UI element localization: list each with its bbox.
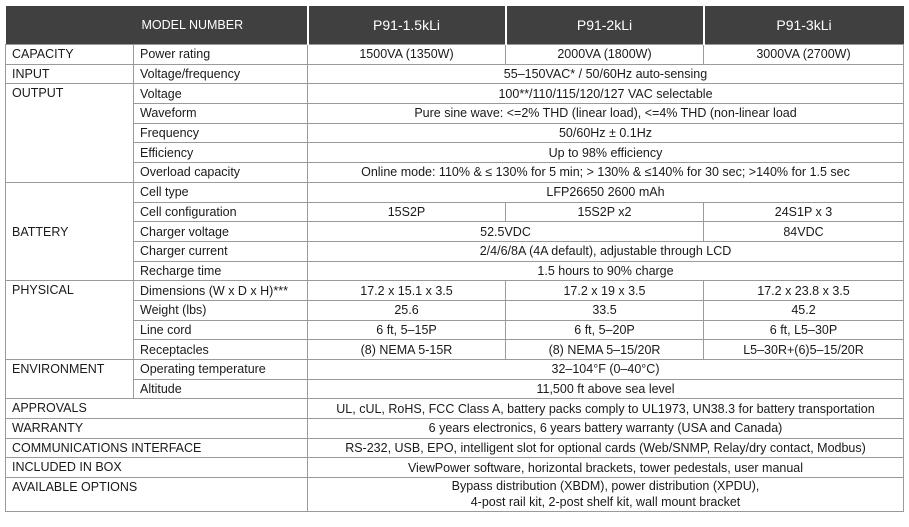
row-label: Cell type — [134, 182, 308, 202]
cell-value — [308, 478, 904, 512]
cell-value: L5–30R+(6)5–15/20R — [704, 340, 904, 360]
table-row — [6, 241, 904, 261]
cell-value: Pure sine wave: <=2% THD (linear load), <=4% THD (non-linear load — [308, 104, 904, 124]
options-line-2: 4-post rail kit, 2-post shelf kit, wall mount bracket — [470, 494, 741, 509]
cell-value: 100**/110/115/120/127 VAC selectable — [308, 84, 904, 104]
table-row — [6, 399, 904, 419]
row-label: Operating temperature — [134, 360, 308, 380]
cell-value: 24S1P x 3 — [704, 202, 904, 222]
cell-value: 52.5VDC — [308, 222, 704, 242]
section-capacity: CAPACITY — [6, 45, 134, 65]
row-label: Voltage — [134, 84, 308, 104]
cell-value: 1.5 hours to 90% charge — [308, 261, 904, 281]
cell-value: 6 ft, 5–20P — [506, 320, 704, 340]
table-row — [6, 478, 904, 512]
model-number-header: MODEL NUMBER — [134, 6, 308, 45]
table-row — [6, 458, 904, 478]
row-label: Charger current — [134, 241, 308, 261]
table-row — [6, 300, 904, 320]
table-row — [6, 84, 904, 104]
row-label: Cell configuration — [134, 202, 308, 222]
cell-value: RS-232, USB, EPO, intelligent slot for optional cards (Web/SNMP, Relay/dry contact, Modbus) — [308, 438, 904, 458]
row-label: Line cord — [134, 320, 308, 340]
cell-value: 33.5 — [506, 300, 704, 320]
section-input: INPUT — [6, 64, 134, 84]
row-label: Waveform — [134, 104, 308, 124]
table-row — [6, 104, 904, 124]
row-label: Dimensions (W x D x H)*** — [134, 281, 308, 301]
section-physical: PHYSICAL — [6, 281, 134, 360]
section-communications: COMMUNICATIONS INTERFACE — [6, 438, 308, 458]
options-line-1: Bypass distribution (XBDM), power distribution (XPDU), — [451, 479, 760, 494]
row-label: Altitude — [134, 379, 308, 399]
cell-value: ViewPower software, horizontal brackets, tower pedestals, user manual — [308, 458, 904, 478]
model-header-1: P91-1.5kLi — [308, 6, 506, 45]
table-row — [6, 261, 904, 281]
cell-value: 17.2 x 19 x 3.5 — [506, 281, 704, 301]
table-row — [6, 340, 904, 360]
model-header-3: P91-3kLi — [704, 6, 904, 45]
cell-value: Online mode: 110% & ≤ 130% for 5 min; > 130% & ≤140% for 30 sec; >140% for 1.5 sec — [308, 163, 904, 183]
table-row — [6, 360, 904, 380]
cell-value: 17.2 x 15.1 x 3.5 — [308, 281, 506, 301]
cell-value: UL, cUL, RoHS, FCC Class A, battery packs comply to UL1973, UN38.3 for battery transportation — [308, 399, 904, 419]
model-header-2: P91-2kLi — [506, 6, 704, 45]
table-row — [6, 379, 904, 399]
section-battery: BATTERY — [6, 182, 134, 280]
row-label: Overload capacity — [134, 163, 308, 183]
table-row — [6, 281, 904, 301]
cell-value: 50/60Hz ± 0.1Hz — [308, 123, 904, 143]
cell-value: 15S2P — [308, 202, 506, 222]
row-label: Power rating — [134, 45, 308, 65]
cell-value: 32–104°F (0–40°C) — [308, 360, 904, 380]
table-row — [6, 143, 904, 163]
table-row — [6, 202, 904, 222]
cell-value: 25.6 — [308, 300, 506, 320]
row-label: Recharge time — [134, 261, 308, 281]
cell-value: 15S2P x2 — [506, 202, 704, 222]
spec-table — [5, 6, 904, 512]
cell-value: 55–150VAC* / 50/60Hz auto-sensing — [308, 64, 904, 84]
cell-value: 6 ft, L5–30P — [704, 320, 904, 340]
cell-value: 2000VA (1800W) — [506, 45, 704, 65]
cell-value: Up to 98% efficiency — [308, 143, 904, 163]
table-row — [6, 163, 904, 183]
row-label: Efficiency — [134, 143, 308, 163]
cell-value: 3000VA (2700W) — [704, 45, 904, 65]
cell-value: LFP26650 2600 mAh — [308, 182, 904, 202]
section-output: OUTPUT — [6, 84, 134, 182]
cell-value: 84VDC — [704, 222, 904, 242]
table-row — [6, 320, 904, 340]
table-row — [6, 45, 904, 65]
table-row — [6, 419, 904, 439]
table-row — [6, 123, 904, 143]
row-label: Voltage/frequency — [134, 64, 308, 84]
header-corner — [6, 6, 134, 45]
table-row — [6, 64, 904, 84]
row-label: Receptacles — [134, 340, 308, 360]
table-row — [6, 438, 904, 458]
section-available-options: AVAILABLE OPTIONS — [6, 478, 308, 512]
table-row — [6, 182, 904, 202]
cell-value: 1500VA (1350W) — [308, 45, 506, 65]
cell-value: 17.2 x 23.8 x 3.5 — [704, 281, 904, 301]
cell-value: (8) NEMA 5–15/20R — [506, 340, 704, 360]
section-approvals: APPROVALS — [6, 399, 308, 419]
row-label: Charger voltage — [134, 222, 308, 242]
row-label: Frequency — [134, 123, 308, 143]
row-label: Weight (lbs) — [134, 300, 308, 320]
cell-value: 2/4/6/8A (4A default), adjustable through LCD — [308, 241, 904, 261]
table-row — [6, 222, 904, 242]
cell-value: 11,500 ft above sea level — [308, 379, 904, 399]
header-row — [6, 6, 904, 45]
section-included-in-box: INCLUDED IN BOX — [6, 458, 308, 478]
cell-value: 6 ft, 5–15P — [308, 320, 506, 340]
section-environment: ENVIRONMENT — [6, 360, 134, 399]
cell-value: 45.2 — [704, 300, 904, 320]
cell-value: 6 years electronics, 6 years battery warranty (USA and Canada) — [308, 419, 904, 439]
section-warranty: WARRANTY — [6, 419, 308, 439]
cell-value: (8) NEMA 5-15R — [308, 340, 506, 360]
